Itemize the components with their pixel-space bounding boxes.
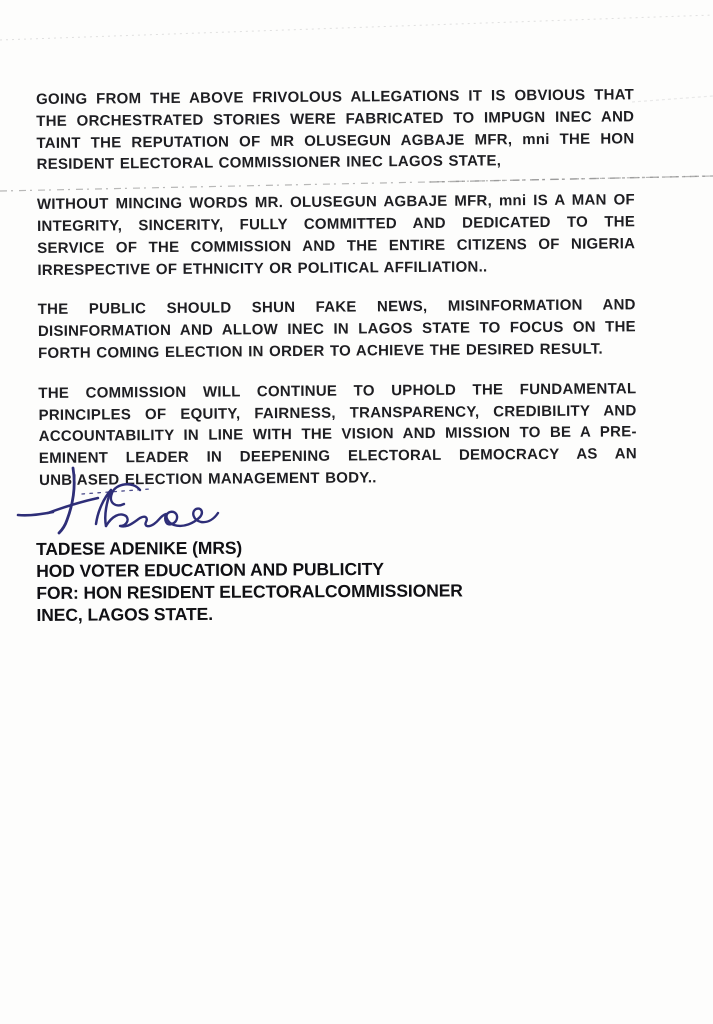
paragraph-line: THE PUBLIC SHOULD SHUN FAKE NEWS, MISINFORMATION AND	[37, 296, 636, 319]
paragraph-line: GOING FROM THE ABOVE FRIVOLOUS ALLEGATIONS IT IS OBVIOUS THAT	[36, 86, 635, 108]
paragraph-line: DISINFORMATION AND ALLOW INEC IN LAGOS STATE TO FOCUS ON THE	[37, 318, 636, 341]
letter-body	[36, 84, 637, 509]
paragraph-line: INTEGRITY, SINCERITY, FULLY COMMITTED AND DEDICATED TO THE	[37, 213, 636, 235]
scan-artifact-top-line	[0, 15, 713, 40]
signature-dotted-flick-stroke	[82, 489, 150, 494]
paragraph-line: WITHOUT MINCING WORDS MR. OLUSEGUN AGBAJE MFR, mni IS A MAN OF	[36, 191, 635, 214]
paragraph-line: SERVICE OF THE COMMISSION AND THE ENTIRE CITIZENS OF NIGERIA	[37, 235, 636, 257]
handwritten-signature	[12, 460, 230, 542]
paragraph-line: FORTH COMING ELECTION IN ORDER TO ACHIEVE THE DESIRED RESULT.	[38, 340, 603, 362]
paragraph-line: PRINCIPLES OF EQUITY, FAIRNESS, TRANSPARENCY, CREDIBILITY AND	[38, 401, 637, 424]
paragraph-line: THE ORCHESTRATED STORIES WERE FABRICATED TO IMPUGN INEC AND	[36, 108, 635, 130]
scan-artifact-right-smudge	[632, 96, 713, 102]
signatory-name: TADESE ADENIKE (MRS)	[36, 537, 243, 559]
paragraph-line: EMINENT LEADER IN DEEPENING ELECTORAL DEMOCRACY AS AN	[38, 445, 637, 468]
paragraph	[38, 295, 636, 365]
signature-block	[36, 535, 463, 626]
paragraph-line: UNBIASED ELECTION MANAGEMENT BODY..	[39, 469, 377, 489]
paragraph	[36, 84, 635, 176]
signature-cursive-stroke	[106, 509, 218, 527]
paragraph-line: RESIDENT ELECTORAL COMMISSIONER INEC LAGOS STATE,	[36, 152, 502, 174]
signatory-title: HOD VOTER EDUCATION AND PUBLICITY	[36, 558, 384, 581]
paragraph-line: ACCOUNTABILITY IN LINE WITH THE VISION AND MISSION TO BE A PRE-	[38, 423, 637, 446]
paragraph-line: THE COMMISSION WILL CONTINUE TO UPHOLD THE FUNDAMENTAL	[38, 380, 637, 402]
paragraph	[37, 189, 636, 281]
signatory-for-line: FOR: HON RESIDENT ELECTORALCOMMISSIONER	[36, 580, 463, 603]
signature-top-hook-stroke	[111, 484, 140, 505]
paragraph-line: IRRESPECTIVE OF ETHNICITY OR POLITICAL AFFILIATION..	[37, 258, 488, 279]
signatory-org: INEC, LAGOS STATE.	[36, 603, 213, 625]
paragraph-line: TAINT THE REPUTATION OF MR OLUSEGUN AGBAJE MFR, mni THE HON	[36, 129, 635, 152]
signature-stem-stroke	[59, 468, 74, 533]
